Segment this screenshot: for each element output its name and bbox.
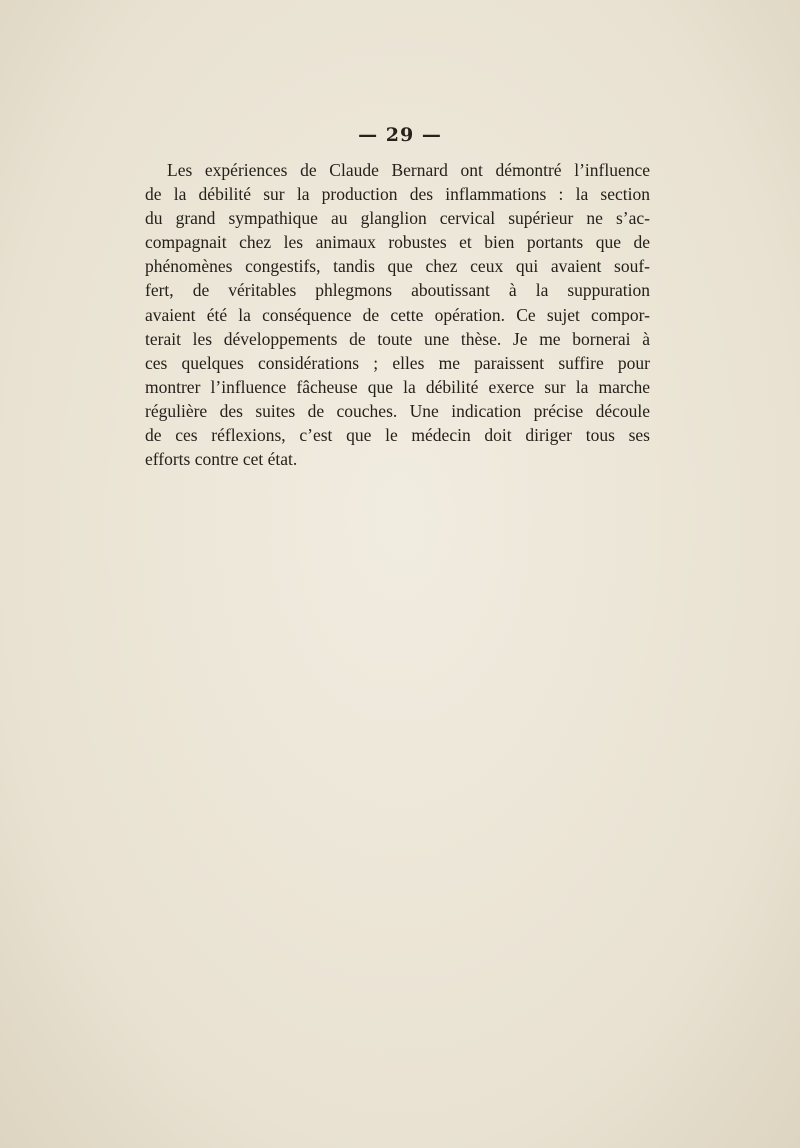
paragraph-line: ces quelques considérations ; elles me paraissent suffire pour [145,352,650,373]
paragraph-line: du grand sympathique au glanglion cervical supérieur ne s’ac- [145,208,650,229]
paragraph-line: terait les développements de toute une thèse. Je me bornerai à [145,328,650,349]
paragraph-line: montrer l’influence fâcheuse que la débilité exerce sur la marche [145,376,650,397]
paragraph-line: phénomènes congestifs, tandis que chez ceux qui avaient souf- [145,256,650,277]
body-paragraph [145,158,650,471]
paragraph-line: Les expériences de Claude Bernard ont démontré l’influence [167,160,650,180]
paragraph-line: efforts contre cet état. [145,449,298,470]
paragraph-line: compagnait chez les animaux robustes et bien portants que de [145,232,650,253]
paragraph-line: avaient été la conséquence de cette opération. Ce sujet compor- [145,304,650,325]
paragraph-line: régulière des suites de couches. Une indication précise découle [145,400,650,421]
paragraph-line: fert, de véritables phlegmons aboutissant à la suppuration [145,280,650,301]
page-number-header: — 29 — [358,124,442,146]
paragraph-line: de la débilité sur la production des inflammations : la section [145,184,650,205]
paragraph-line: de ces réflexions, c’est que le médecin doit diriger tous ses [145,425,650,446]
